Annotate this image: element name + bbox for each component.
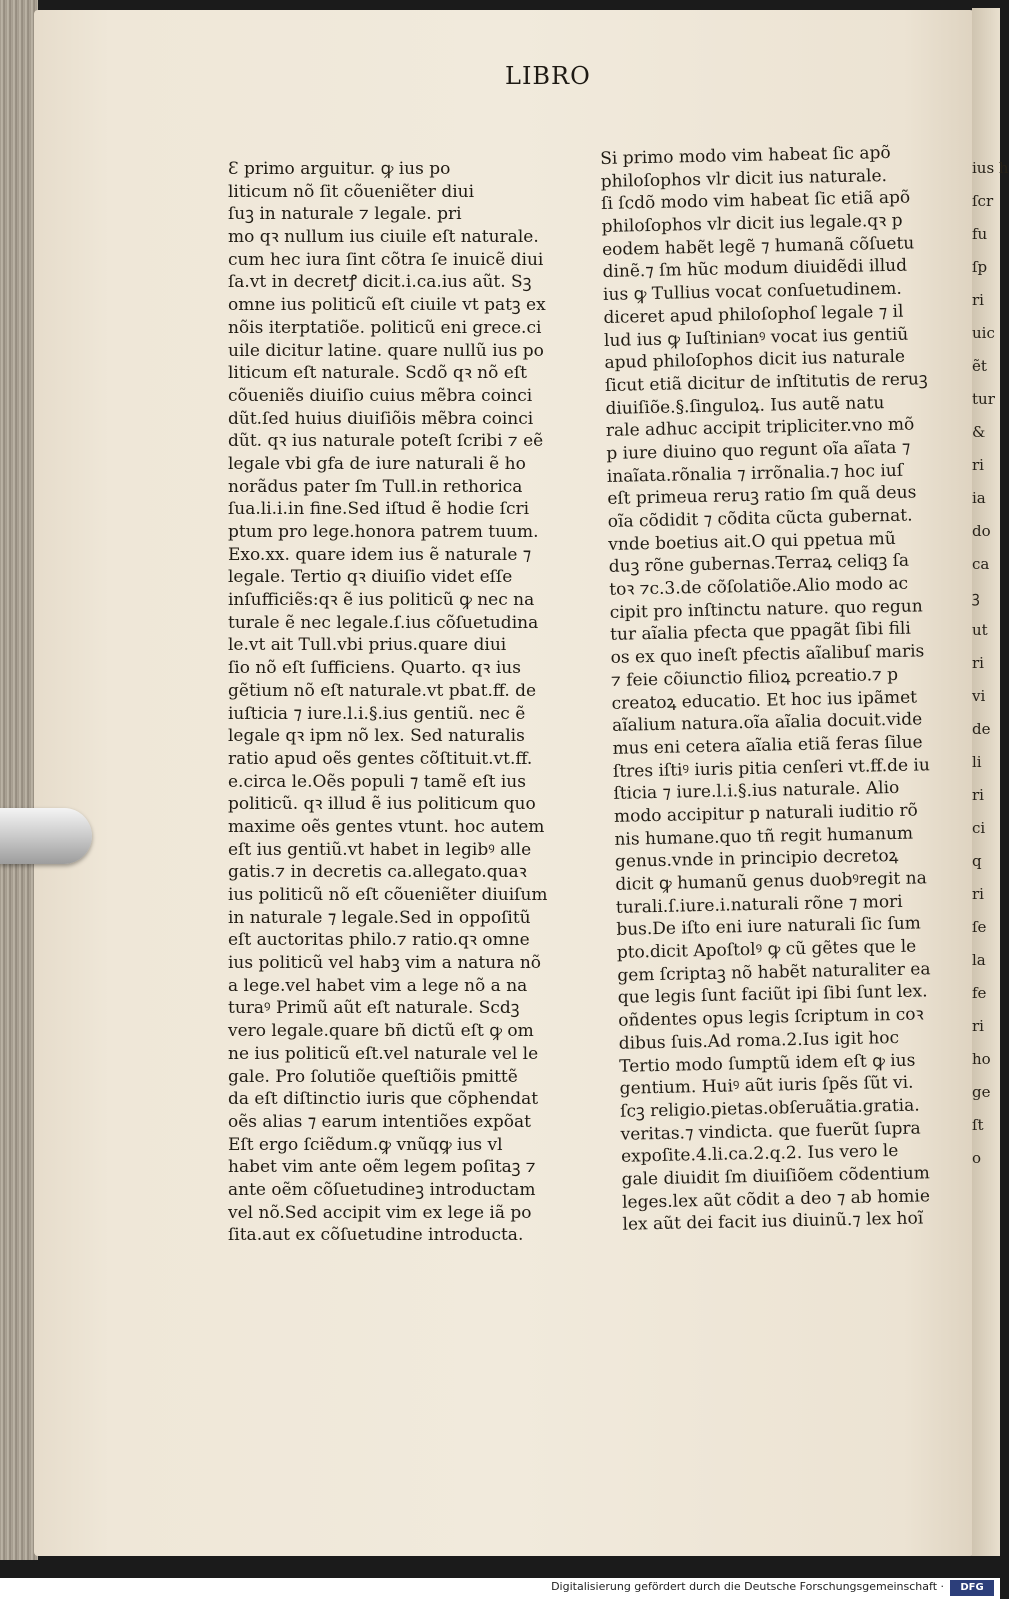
text-line: ptum pro lege.honora patrem tuum. [228, 522, 539, 542]
text-line: bus.De iſto eni iure naturali ſic ſum [616, 913, 922, 941]
next-page-fragment: ri [972, 456, 984, 474]
text-line: p iure diuino quo regunt oĩa aĩata ⁊ [606, 437, 911, 464]
text-line: a lege.vel habet vim a lege nõ a na [228, 975, 528, 996]
text-line: legale. Tertio qꝛ diuiſio videt eſſe [228, 567, 513, 588]
next-page-fragment: & [972, 423, 986, 441]
text-line: rale adhuc accipit tripliciter.vno mõ [605, 414, 915, 442]
text-line: inſufficiẽs:qꝛ ẽ ius politicũ ꝙ nec na [228, 590, 535, 611]
text-line: turali.ſ.iure.i.naturali rõne ⁊ mori [615, 891, 903, 918]
next-page-fragment: ri [972, 654, 984, 672]
next-page-fragment: ſp [972, 258, 988, 276]
text-line: diuiſiõe.§.ſinguloꝝ. Ius autẽ natu [605, 392, 885, 419]
text-line: liticum eſt naturale. Scdõ qꝛ nõ eſt [228, 363, 527, 384]
text-line: creatoꝝ educatio. Et hoc ius ipãmet [611, 686, 918, 714]
text-line: eſt auctoritas philo.⁊ ratio.qꝛ omne [228, 930, 530, 951]
text-line: gatis.⁊ in decretis ca.allegato.quaꝛ [228, 862, 527, 883]
text-line: ius politicũ nõ eſt cõueniẽter diuiſum [228, 885, 548, 905]
next-page-fragment: o [972, 1149, 982, 1167]
next-page-fragment: ci [972, 819, 986, 837]
next-page-fragment: q [972, 852, 982, 870]
next-page-fragment: uic [972, 324, 995, 342]
text-line: ſticia ⁊ iure.l.i.§.ius naturale. Alio [613, 778, 900, 805]
text-line: ne ius politicũ eſt.vel naturale vel le [228, 1043, 539, 1064]
text-line: vnde boetius ait.O qui ppetua mũ [608, 528, 896, 555]
text-line: mo qꝛ nullum ius ciuile eſt naturale. [228, 227, 539, 248]
text-line: lud ius ꝙ Iuſtinianꝰ vocat ius gentiũ [603, 324, 909, 351]
dfg-logo: DFG [950, 1580, 994, 1596]
text-line: ſua.li.i.in fine.Sed iſtud ẽ hodie ſcri [228, 499, 530, 520]
text-line: vero legale.quare bñ dictũ eſt ꝙ om [228, 1021, 534, 1042]
next-page-fragment: ẽt [972, 357, 987, 375]
next-page-fragment: de [972, 720, 991, 738]
text-line: oñdentes opus legis ſcriptum in coꝛ [618, 1004, 924, 1031]
text-line: Exo.xx. quare idem ius ẽ naturale ⁊ [228, 544, 532, 565]
text-line: habet vim ante oẽm legem poſitaꝫ ⁊ [228, 1157, 536, 1178]
next-page-fragment: ia [972, 489, 986, 507]
text-line: vel nõ.Sed accipit vim ex lege iã po [228, 1202, 532, 1223]
text-line: lex aũt dei facit ius diuinũ.⁊ lex hoĩ [622, 1208, 924, 1236]
text-line: iuſticia ⁊ iure.l.i.§.ius gentiũ. nec ẽ [228, 703, 526, 724]
next-page-fragment: la [972, 951, 986, 969]
text-line: genus.vnde in principio decretoꝝ [614, 846, 899, 873]
text-line: liticum nõ ſit cõueniẽter diui [228, 181, 475, 202]
text-line: turale ẽ nec legale.ſ.ius cõſuetudina [228, 612, 539, 633]
text-line: Tertio modo ſumptũ idem eſt ꝙ ius [619, 1050, 916, 1077]
text-line: duꝫ rõne gubernas.Terraꝝ celiqꝫ ſa [608, 550, 910, 578]
text-line: tur aĩalia pfecta que ppagãt ſibi fili [609, 619, 912, 646]
footer-bar [0, 1578, 1000, 1599]
text-line: nis humane.quo tñ regit humanum [614, 823, 914, 850]
text-line: ratio apud oẽs gentes cõſtituit.vt.ff. [228, 748, 533, 769]
text-line: que legis ſunt faciũt ipi ſibi ſunt lex. [617, 981, 928, 1009]
text-line: Ɛ primo arguitur. ꝙ ius po [228, 159, 451, 179]
text-line: eſt primeua reruꝫ ratio ſm quã deus [607, 482, 917, 510]
text-line: aĩalium natura.oĩa aĩalia docuit.vide [611, 709, 923, 737]
text-line: dicit ꝙ humanũ genus duobꝰregit na [615, 868, 927, 895]
text-line: toꝛ ⁊c.3.de cõſolatiõe.Alio modo ac [609, 573, 909, 600]
text-line: cõueniẽs diuiſio cuius mẽbra coinci [228, 385, 533, 406]
next-page-fragment: fe [972, 984, 987, 1002]
text-line: inaĩata.rõnalia ⁊ irrõnalia.⁊ hoc iuſ [606, 460, 904, 487]
next-page-edge [972, 8, 1009, 1556]
text-line: e.circa le.Oẽs populi ⁊ tamẽ eſt ius [228, 771, 526, 792]
text-line: dibus ſuis.Ad roma.2.Ius igit hoc [618, 1027, 900, 1054]
text-line: le.vt ait Tull.vbi prius.quare diui [228, 635, 507, 656]
text-line: eodem habẽt legẽ ⁊ humanã cõſuetu [601, 233, 915, 260]
text-line: diceret apud philoſophoſ legale ⁊ il [603, 301, 904, 328]
text-line: ⁊ feie cõiunctio filioꝝ pcreatio.⁊ p [610, 664, 899, 691]
text-line: pto.dicit Apoſtolꝰ ꝙ cũ gẽtes que le [616, 936, 917, 963]
text-line: leges.lex aũt cõdit a deo ⁊ ab homie [621, 1185, 931, 1213]
text-line: ſa.vt in decretꝭ dicit.i.ca.ius aũt. Sꝫ [228, 272, 532, 293]
left-text-column [228, 158, 548, 1247]
next-page-fragment: li [972, 753, 982, 771]
text-line: ſtres iſtiꝰ iuris pitia cenſeri vt.ff.de iu [612, 754, 931, 782]
funding-credit: Digitalisierung gefördert durch die Deutsche Forschungsgemeinschaft · [551, 1580, 944, 1593]
text-line: ſcꝫ religio.pietas.obſeruãtia.gratia. [619, 1095, 920, 1122]
text-line: ante oẽm cõſuetudineꝫ introductam [228, 1179, 536, 1200]
text-line: ſi ſcdõ modo vim habeat ſic etiã apõ [600, 187, 911, 215]
text-line: maxime oẽs gentes vtunt. hoc autem [228, 816, 545, 837]
text-line: os ex quo ineſt pfectis aĩalibuſ maris [610, 641, 925, 669]
text-line: eſt ius gentiũ.vt habet in legibꝰ alle [228, 839, 532, 860]
text-line: norãdus pater ſm Tull.in rethorica [228, 476, 523, 497]
next-page-fragment: ri [972, 291, 984, 309]
next-page-fragment: ius h [972, 159, 1009, 177]
next-page-fragment: ri [972, 1017, 984, 1035]
text-line: oĩa cõdidit ⁊ cõdita cũcta gubernat. [607, 505, 913, 532]
text-line: oẽs alias ⁊ earum intentiões expõat [228, 1111, 531, 1132]
text-line: politicũ. qꝛ illud ẽ ius politicum quo [228, 794, 536, 815]
text-line: nõis iterptatiõe. politicũ eni grece.ci [228, 317, 542, 338]
text-line: gem ſcriptaꝫ nõ habẽt naturaliter ea [617, 959, 931, 986]
text-line: Si primo modo vim habeat ſic apõ [600, 142, 891, 169]
text-line: gale. Pro ſolutiõe queſtiõis pmittẽ [228, 1066, 518, 1087]
next-page-fragment: ri [972, 885, 984, 903]
next-page-fragment: ge [972, 1083, 991, 1101]
text-line: apud philoſophos dicit ius naturale [604, 346, 906, 374]
text-line: philoſophos vlr dicit ius naturale. [600, 165, 888, 192]
text-line: cum hec iura ſint cõtra ſe inuicẽ diui [228, 249, 544, 270]
page-clip [0, 808, 92, 864]
text-line: dũt. qꝛ ius naturale poteſt ſcribi ⁊ eẽ [228, 431, 544, 452]
next-page-fragment: tur [972, 390, 995, 408]
next-page-fragment: ꝫ [972, 588, 980, 606]
next-page-fragment: ca [972, 555, 990, 573]
text-line: gentium. Huiꝰ aũt iuris ſpẽs ſũt vi. [619, 1072, 914, 1099]
text-line: ſicut etiã dicitur de inſtitutis de reruꝫ [604, 369, 928, 396]
next-page-fragment: vi [972, 687, 986, 705]
text-line: turaꝰ Primũ aũt eſt naturale. Scdꝫ [228, 998, 520, 1019]
text-line: uile dicitur latine. quare nullũ ius po [228, 340, 544, 361]
text-line: expoſite.4.li.ca.2.q.2. Ius vero le [620, 1141, 899, 1168]
text-line: ius politicũ vel habꝫ vim a natura nõ [228, 953, 542, 974]
next-page-fragment: fu [972, 225, 988, 243]
text-line: legale qꝛ ipm nõ lex. Sed naturalis [228, 726, 525, 747]
text-line: dũt.ſed huius diuiſiõis mẽbra coinci [228, 408, 534, 429]
book-edge [0, 0, 38, 1560]
right-text-column [600, 142, 931, 1237]
next-page-fragment: ſe [972, 918, 987, 936]
next-page-fragment: ri [972, 786, 984, 804]
text-line: ius ꝙ Tullius vocat conſuetudinem. [602, 278, 902, 306]
text-line: modo accipitur p naturali iuditio rõ [613, 800, 918, 827]
text-line: philoſophos vlr dicit ius legale.qꝛ p [601, 210, 903, 238]
text-line: ſuꝫ in naturale ⁊ legale. pri [228, 204, 462, 225]
text-line: legale vbi gfa de iure naturali ẽ ho [228, 453, 526, 474]
next-page-fragment: ho [972, 1050, 991, 1068]
text-line: cipit pro inſtinctu nature. quo regun [609, 596, 923, 623]
text-line: omne ius politicũ eſt ciuile vt patꝫ ex [228, 295, 546, 316]
text-line: dinẽ.⁊ ſm hũc modum diuidẽdi illud [602, 256, 908, 283]
text-line: ſita.aut ex cõſuetudine introducta. [228, 1225, 524, 1246]
text-line: ſio nõ eſt ſufficiens. Quarto. qꝛ ius [228, 658, 521, 679]
next-page-fragment: ut [972, 621, 988, 639]
text-line: da eſt diſtinctio iuris que cõphendat [228, 1089, 539, 1110]
next-page-fragment: ſcr [972, 192, 994, 210]
next-page-fragment: ſt [972, 1116, 984, 1134]
text-line: in naturale ⁊ legale.Sed in oppoſitũ [228, 907, 531, 928]
text-line: gale diuidit ſm diuiſiõem cõdentium [621, 1163, 930, 1190]
text-line: mus eni cetera aĩalia etiã feras ſilue [612, 732, 923, 759]
text-line: veritas.⁊ vindicta. que fuerũt ſupra [620, 1118, 921, 1145]
running-header: LIBRO [505, 62, 591, 90]
text-line: Eſt ergo ſciẽdum.ꝙ vnũqꝙ ius vl [228, 1134, 503, 1155]
text-line: gẽtium nõ eſt naturale.vt pbat.ff. de [228, 680, 537, 701]
next-page-fragment: do [972, 522, 991, 540]
